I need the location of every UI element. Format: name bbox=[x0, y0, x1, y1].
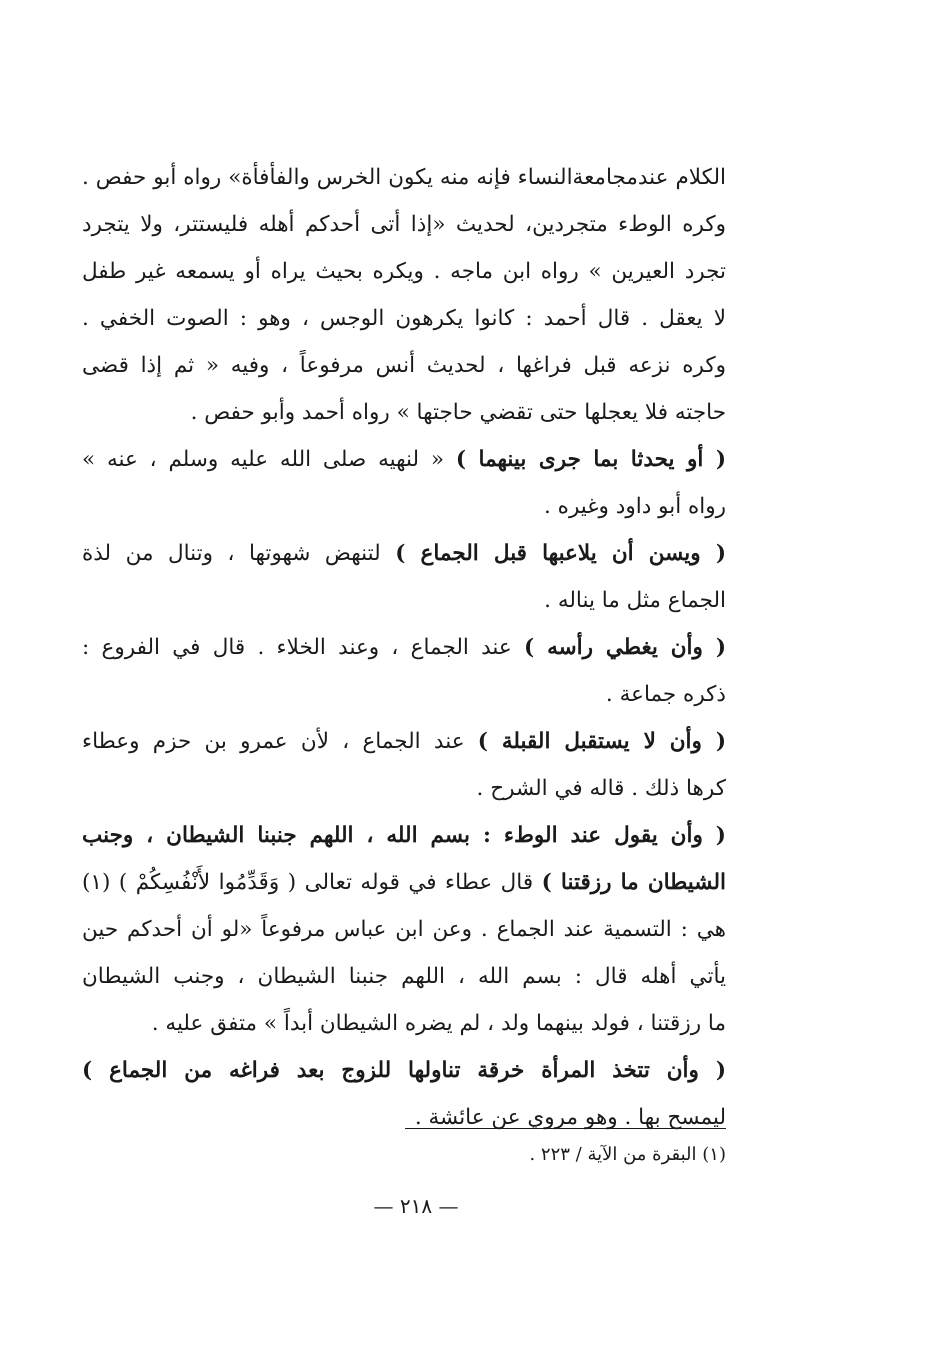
text-line bbox=[82, 342, 726, 389]
page-number: — ٢١٨ — bbox=[373, 1194, 459, 1218]
line-text: عند الجماع ، لأن عمرو بن حزم وعطاء bbox=[82, 729, 478, 754]
text-line bbox=[82, 1047, 726, 1094]
text-line bbox=[82, 906, 726, 953]
bold-heading-text: ( ويسن أن يلاعبها قبل الجماع ) bbox=[395, 541, 726, 566]
body-text bbox=[82, 154, 726, 1141]
line-text: الكلام عندمجامعةالنساء فإنه منه يكون الخرس والفأفأة» رواه أبو حفص . bbox=[82, 165, 726, 190]
text-line bbox=[82, 154, 726, 201]
line-text: « لنهيه صلى الله عليه وسلم ، عنه » bbox=[82, 447, 456, 472]
text-line bbox=[82, 483, 726, 530]
line-text: ذكره جماعة . bbox=[605, 682, 726, 707]
footnote: (١) البقرة من الآية / ٢٢٣ . bbox=[529, 1144, 726, 1165]
paragraph bbox=[82, 530, 726, 624]
text-line bbox=[82, 1094, 726, 1141]
line-text: قال عطاء في قوله تعالى ( وَقَدِّمُوا لأَنْفُسِكُمْ ) (١) bbox=[82, 870, 542, 895]
text-line bbox=[82, 1000, 726, 1047]
text-line bbox=[82, 436, 726, 483]
text-line bbox=[82, 718, 726, 765]
bold-heading-text: ( وأن تتخذ المرأة خرقة تناولها للزوج بعد فراغه من الجماع ) bbox=[82, 1058, 726, 1083]
line-text: لتنهض شهوتها ، وتنال من لذة bbox=[82, 541, 396, 566]
paragraph bbox=[82, 624, 726, 718]
line-text: يأتي أهله قال : بسم الله ، اللهم جنبنا الشيطان ، وجنب الشيطان bbox=[82, 964, 726, 989]
line-text: وكره الوطء متجردين، لحديث «إذا أتى أحدكم أهله فليستتر، ولا يتجرد bbox=[82, 212, 726, 237]
text-line bbox=[82, 201, 726, 248]
text-line bbox=[82, 530, 726, 577]
bold-heading-text: ( وأن لا يستقبل القبلة ) bbox=[477, 729, 726, 754]
text-line bbox=[82, 624, 726, 671]
text-line bbox=[82, 295, 726, 342]
text-line bbox=[82, 577, 726, 624]
line-text: ما رزقتنا ، فولد بينهما ولد ، لم يضره الشيطان أبداً » متفق عليه . bbox=[151, 1011, 726, 1036]
line-text: الجماع مثل ما يناله . bbox=[544, 588, 726, 613]
line-text: هي : التسمية عند الجماع . وعن ابن عباس مرفوعاً «لو أن أحدكم حين bbox=[82, 917, 726, 942]
text-line bbox=[82, 248, 726, 295]
text-line bbox=[82, 812, 726, 859]
paragraph bbox=[82, 812, 726, 1047]
line-text: تجرد العيرين » رواه ابن ماجه . ويكره بحيث يراه أو يسمعه غير طفل bbox=[82, 259, 726, 284]
line-text: كرها ذلك . قاله في الشرح . bbox=[476, 776, 726, 801]
text-line bbox=[82, 671, 726, 718]
bold-heading-text: ( وأن يغطي رأسه ) bbox=[524, 635, 726, 660]
text-line bbox=[82, 859, 726, 906]
line-text: عند الجماع ، وعند الخلاء . قال في الفروع : bbox=[82, 635, 524, 660]
paragraph bbox=[82, 718, 726, 812]
text-line bbox=[82, 389, 726, 436]
text-line bbox=[82, 765, 726, 812]
bold-heading-text: الشيطان ما رزقتنا ) bbox=[541, 870, 726, 895]
paragraph bbox=[82, 436, 726, 530]
bold-heading-text: ( أو يحدثا بما جرى بينهما ) bbox=[455, 447, 726, 472]
bold-heading-text: ( وأن يقول عند الوطء : بسم الله ، اللهم جنبنا الشيطان ، وجنب bbox=[82, 823, 726, 848]
text-line bbox=[82, 953, 726, 1000]
paragraph bbox=[82, 154, 726, 436]
line-text: لا يعقل . قال أحمد : كانوا يكرهون الوجس ، وهو : الصوت الخفي . bbox=[82, 306, 726, 331]
line-text: حاجته فلا يعجلها حتى تقضي حاجتها » رواه أحمد وأبو حفص . bbox=[190, 400, 726, 425]
line-text: وكره نزعه قبل فراغها ، لحديث أنس مرفوعاً ، وفيه « ثم إذا قضى bbox=[82, 353, 726, 378]
footnote-divider bbox=[405, 1128, 726, 1129]
line-text: رواه أبو داود وغيره . bbox=[544, 494, 726, 519]
paragraph bbox=[82, 1047, 726, 1141]
line-text: ليمسح بها . وهو مروي عن عائشة . bbox=[414, 1105, 726, 1130]
